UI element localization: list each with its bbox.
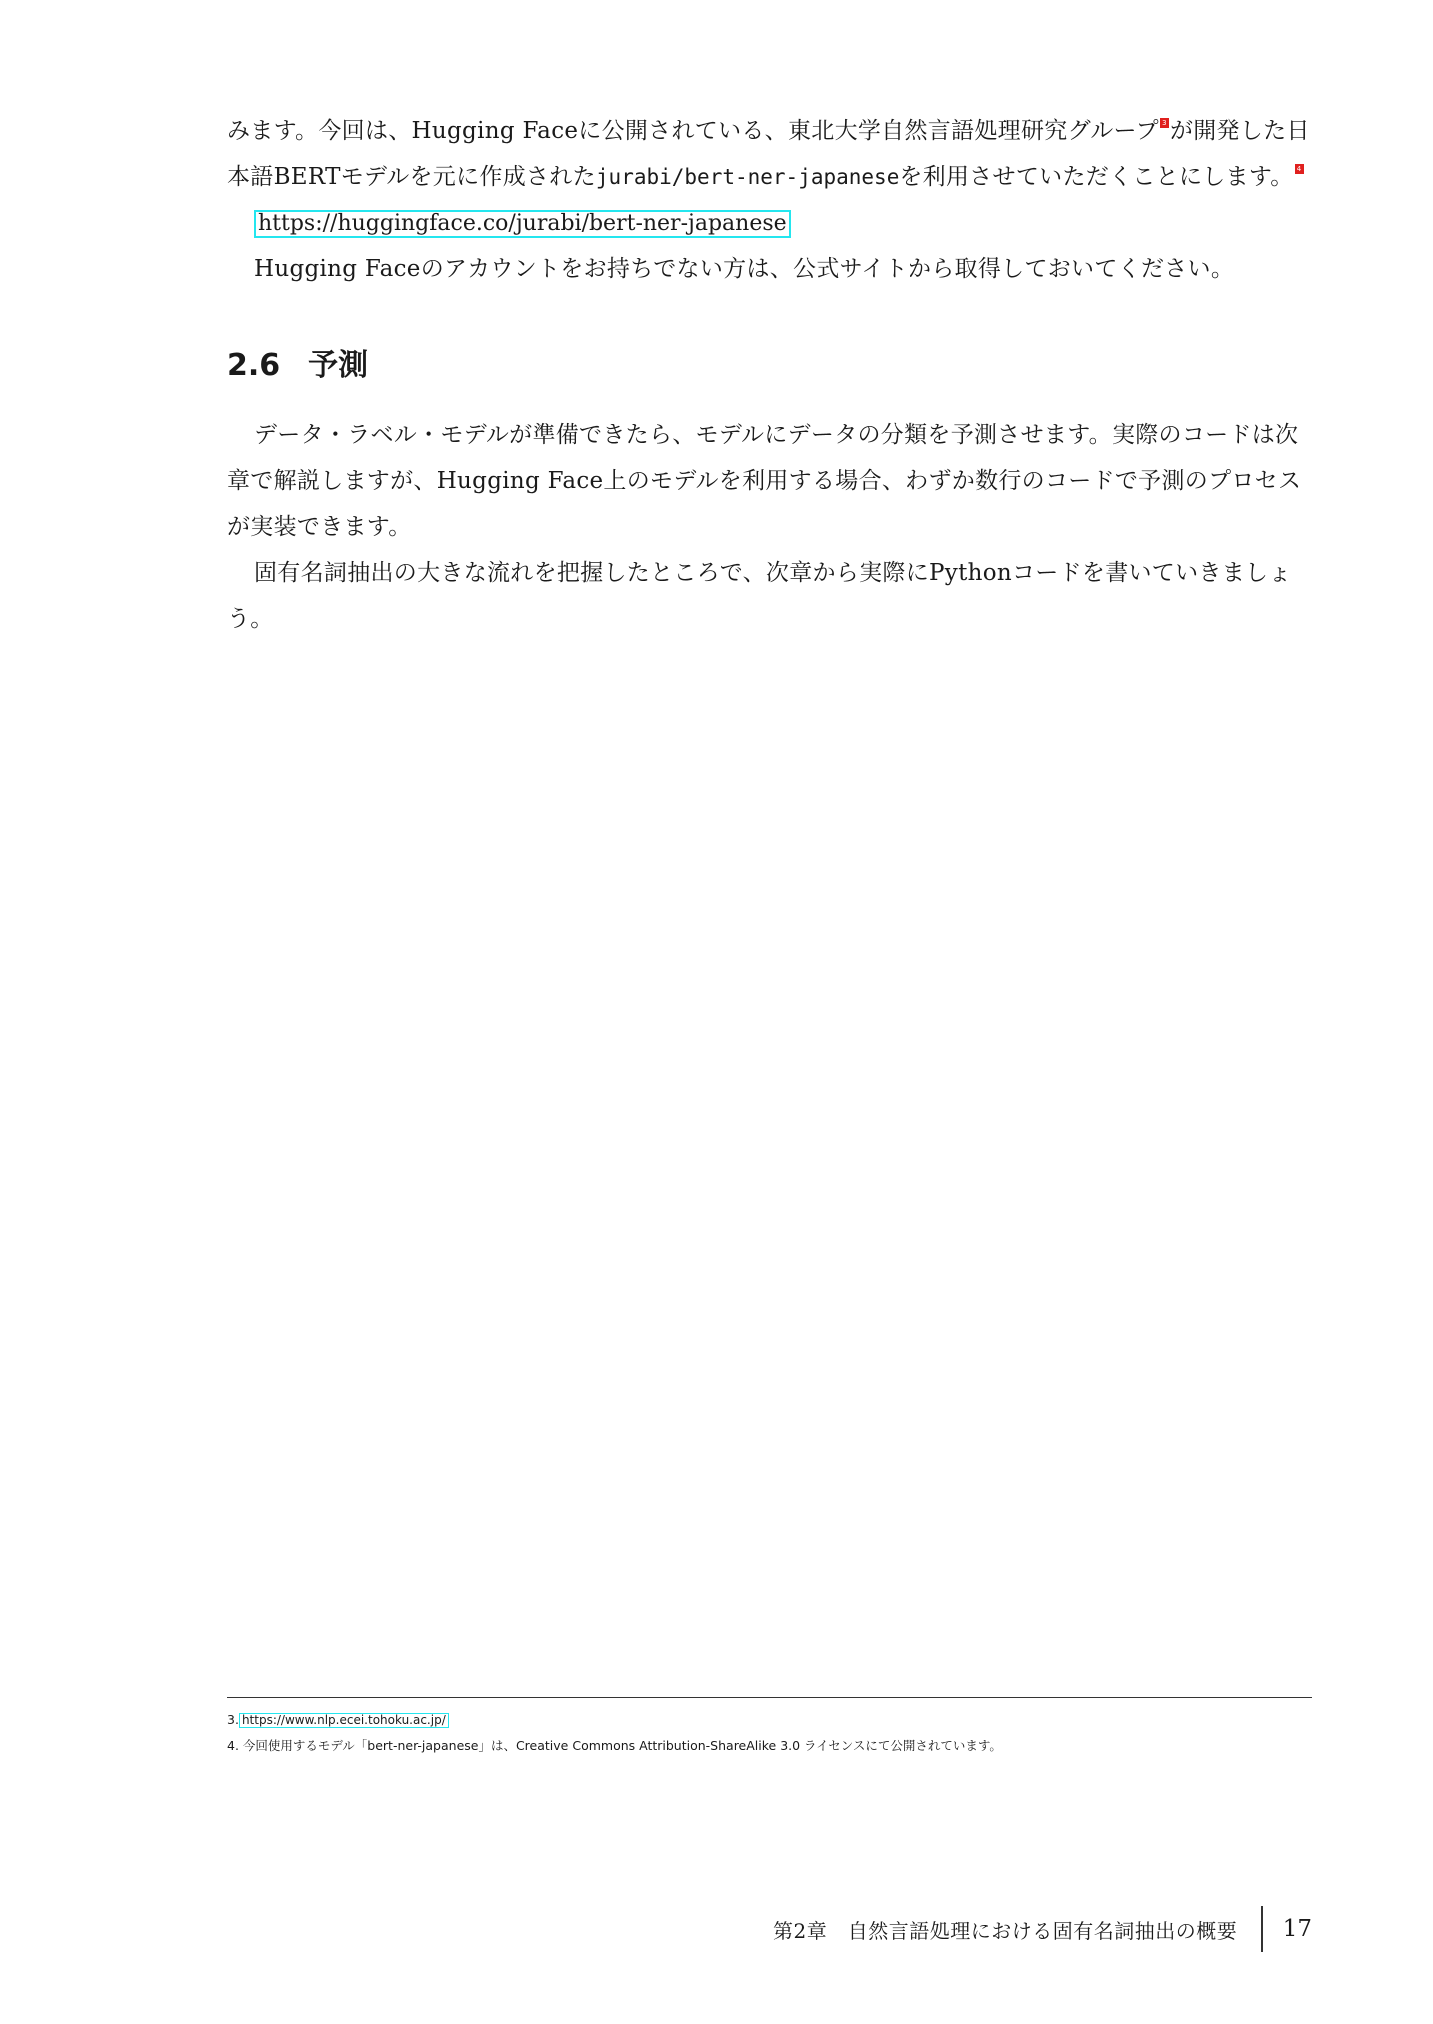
model-name-code: jurabi/bert-ner-japanese: [595, 165, 900, 189]
footnote-3: [227, 1710, 1312, 1730]
section-number: 2.6: [227, 348, 281, 383]
footnotes: [227, 1697, 1312, 1762]
running-head: 第2章 自然言語処理における固有名詞抽出の概要: [772, 1918, 1238, 1943]
footnote-3-link[interactable]: https://www.nlp.ecei.tohoku.ac.jp/: [239, 1713, 449, 1728]
paragraph-next-chapter: 固有名詞抽出の大きな流れを把握したところで、次章から実際にPythonコードを書いていきましょう。: [227, 560, 1292, 632]
footer-divider: [1261, 1906, 1263, 1952]
paragraph-account-note: Hugging Faceのアカウントをお持ちでない方は、公式サイトから取得しておいてください。: [254, 256, 1235, 282]
section-heading: [227, 344, 1312, 388]
footnote-marker-3[interactable]: 3: [1160, 118, 1169, 128]
footnote-number: 3.: [227, 1712, 239, 1727]
footnote-4: 4. 今回使用するモデル「bert-ner-japanese」は、Creative Commons Attribution-ShareAlike 3.0 ライセンスにて公開されています。: [227, 1738, 1002, 1753]
model-url-link[interactable]: https://huggingface.co/jurabi/bert-ner-japanese: [254, 210, 791, 238]
paragraph-text: が開発した日本語BERTモデルを元に作成された: [227, 118, 1310, 190]
paragraph-text: を利用させていただくことにします。: [899, 164, 1294, 190]
paragraph-prediction: データ・ラベル・モデルが準備できたら、モデルにデータの分類を予測させます。実際のコードは次章で解説しますが、Hugging Face上のモデルを利用する場合、わずか数行のコードで予測のプロセスが実装できます。: [227, 422, 1302, 540]
page-number: 17: [1282, 1916, 1312, 1942]
main-content: [227, 108, 1312, 642]
footnote-marker-4[interactable]: 4: [1295, 164, 1304, 174]
paragraph-model-intro: [227, 108, 1312, 200]
page-footer: [773, 1902, 1312, 1956]
section-title: 予測: [308, 348, 369, 383]
link-line: [227, 200, 1312, 246]
paragraph-text: みます。今回は、Hugging Faceに公開されている、東北大学自然言語処理研究グループ: [227, 118, 1159, 144]
